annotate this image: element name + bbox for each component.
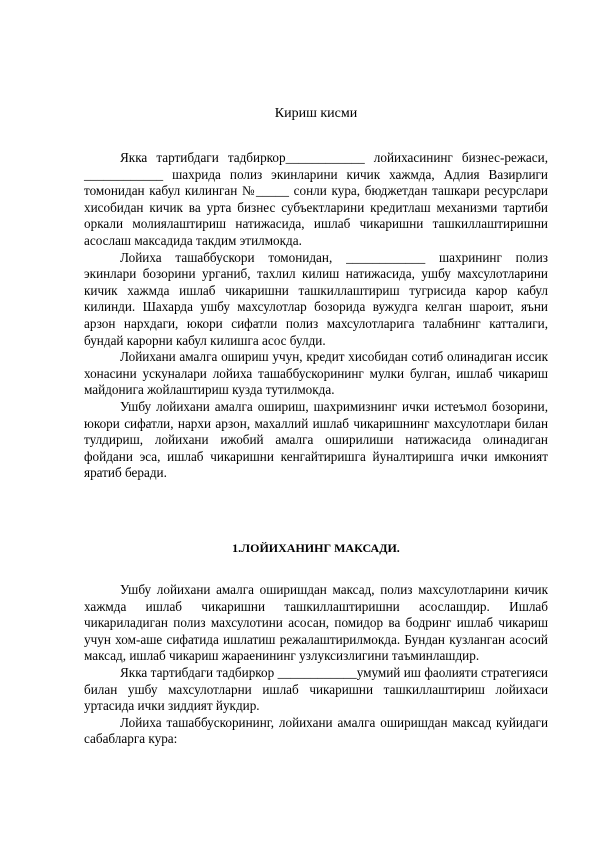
- goal-paragraph: Ушбу лойихани амалга оширишдан максад, полиз махсулотларини кичик хажмда ишлаб чикаришни ташкиллаштиришни асослашдир. Ишлаб чикариладиган полиз махсулотини асосан, помидор ва бодринг ишлаб чикариш учун хом-аше сифатида ишлатиш режалаштирилмокда. Бундан кузланган асосий максад, ишлаб чикариш жараенининг узлуксизлигини таъминлашдир.: [84, 582, 548, 664]
- intro-paragraph: Якка тартибдаги тадбиркор____________ лойихасининг бизнес-режаси, ____________ шахрида полиз экинларини кичик хажмда, Адлия Вазирлиги томонидан кабул килинган №_____ сонли кура, бюджетдан ташкари ресурслари хисобидан кичик ва урта бизнес субъектларини кредитлаш механизми тартиби оркали молиялаштириш натижасида, ишлаб чикаришни ташкиллаштиришни асослаш максадида такдим этилмокда.: [84, 150, 548, 248]
- goal-section: [84, 582, 548, 748]
- intro-paragraph: Лойиха ташаббускори томонидан, ____________ шахрининг полиз экинлари бозорини урганиб, тахлил килиш натижасида, ушбу махсулотларини кичик хажмда ишлаб чикаришни ташкиллаштириш тугрисида карор кабул килинди. Шахарда ушбу махсулотлар бозорида вужудга келган шароит, яъни арзон нархдаги, юкори сифатли полиз махсулотларига талабнинг катталиги, бундай карорни кабул килишга асос булди.: [84, 249, 548, 348]
- section-heading: 1.ЛОЙИХАНИНГ МАКСАДИ.: [232, 541, 400, 555]
- document-page: [84, 0, 548, 842]
- goal-paragraph: Якка тартибдаги тадбиркор ____________умумий иш фаолияти стратегияси билан ушбу махсулотларни ишлаб чикаришни ташкиллаштириш лойихаси уртасида ички зиддият йукдир.: [84, 664, 548, 714]
- page-title: Кириш кисми: [274, 106, 358, 121]
- intro-paragraph: Лойихани амалга ошириш учун, кредит хисобидан сотиб олинадиган иссик хонасини ускуналари лойиха ташаббускорининг мулки булган, ишлаб чикариш майдонига жойлаштириш кузда тутилмокда.: [84, 349, 548, 398]
- intro-paragraph: Ушбу лойихани амалга ошириш, шахримизнинг ички истеъмол бозорини, юкори сифатли, нархи арзон, махаллий ишлаб чикаришнинг махсулотлари билан тулдириш, лойихани ижобий амалга оширилиши натижасида олинадиган фойдани эса, ишлаб чикаришни кенгайтиришга йуналтиришга ички имконият яратиб беради.: [84, 398, 548, 481]
- goal-paragraph: Лойиха ташаббускорининг, лойихани амалга оширишдан максад куйидаги сабабларга кура:: [84, 714, 548, 747]
- intro-section: [84, 150, 548, 482]
